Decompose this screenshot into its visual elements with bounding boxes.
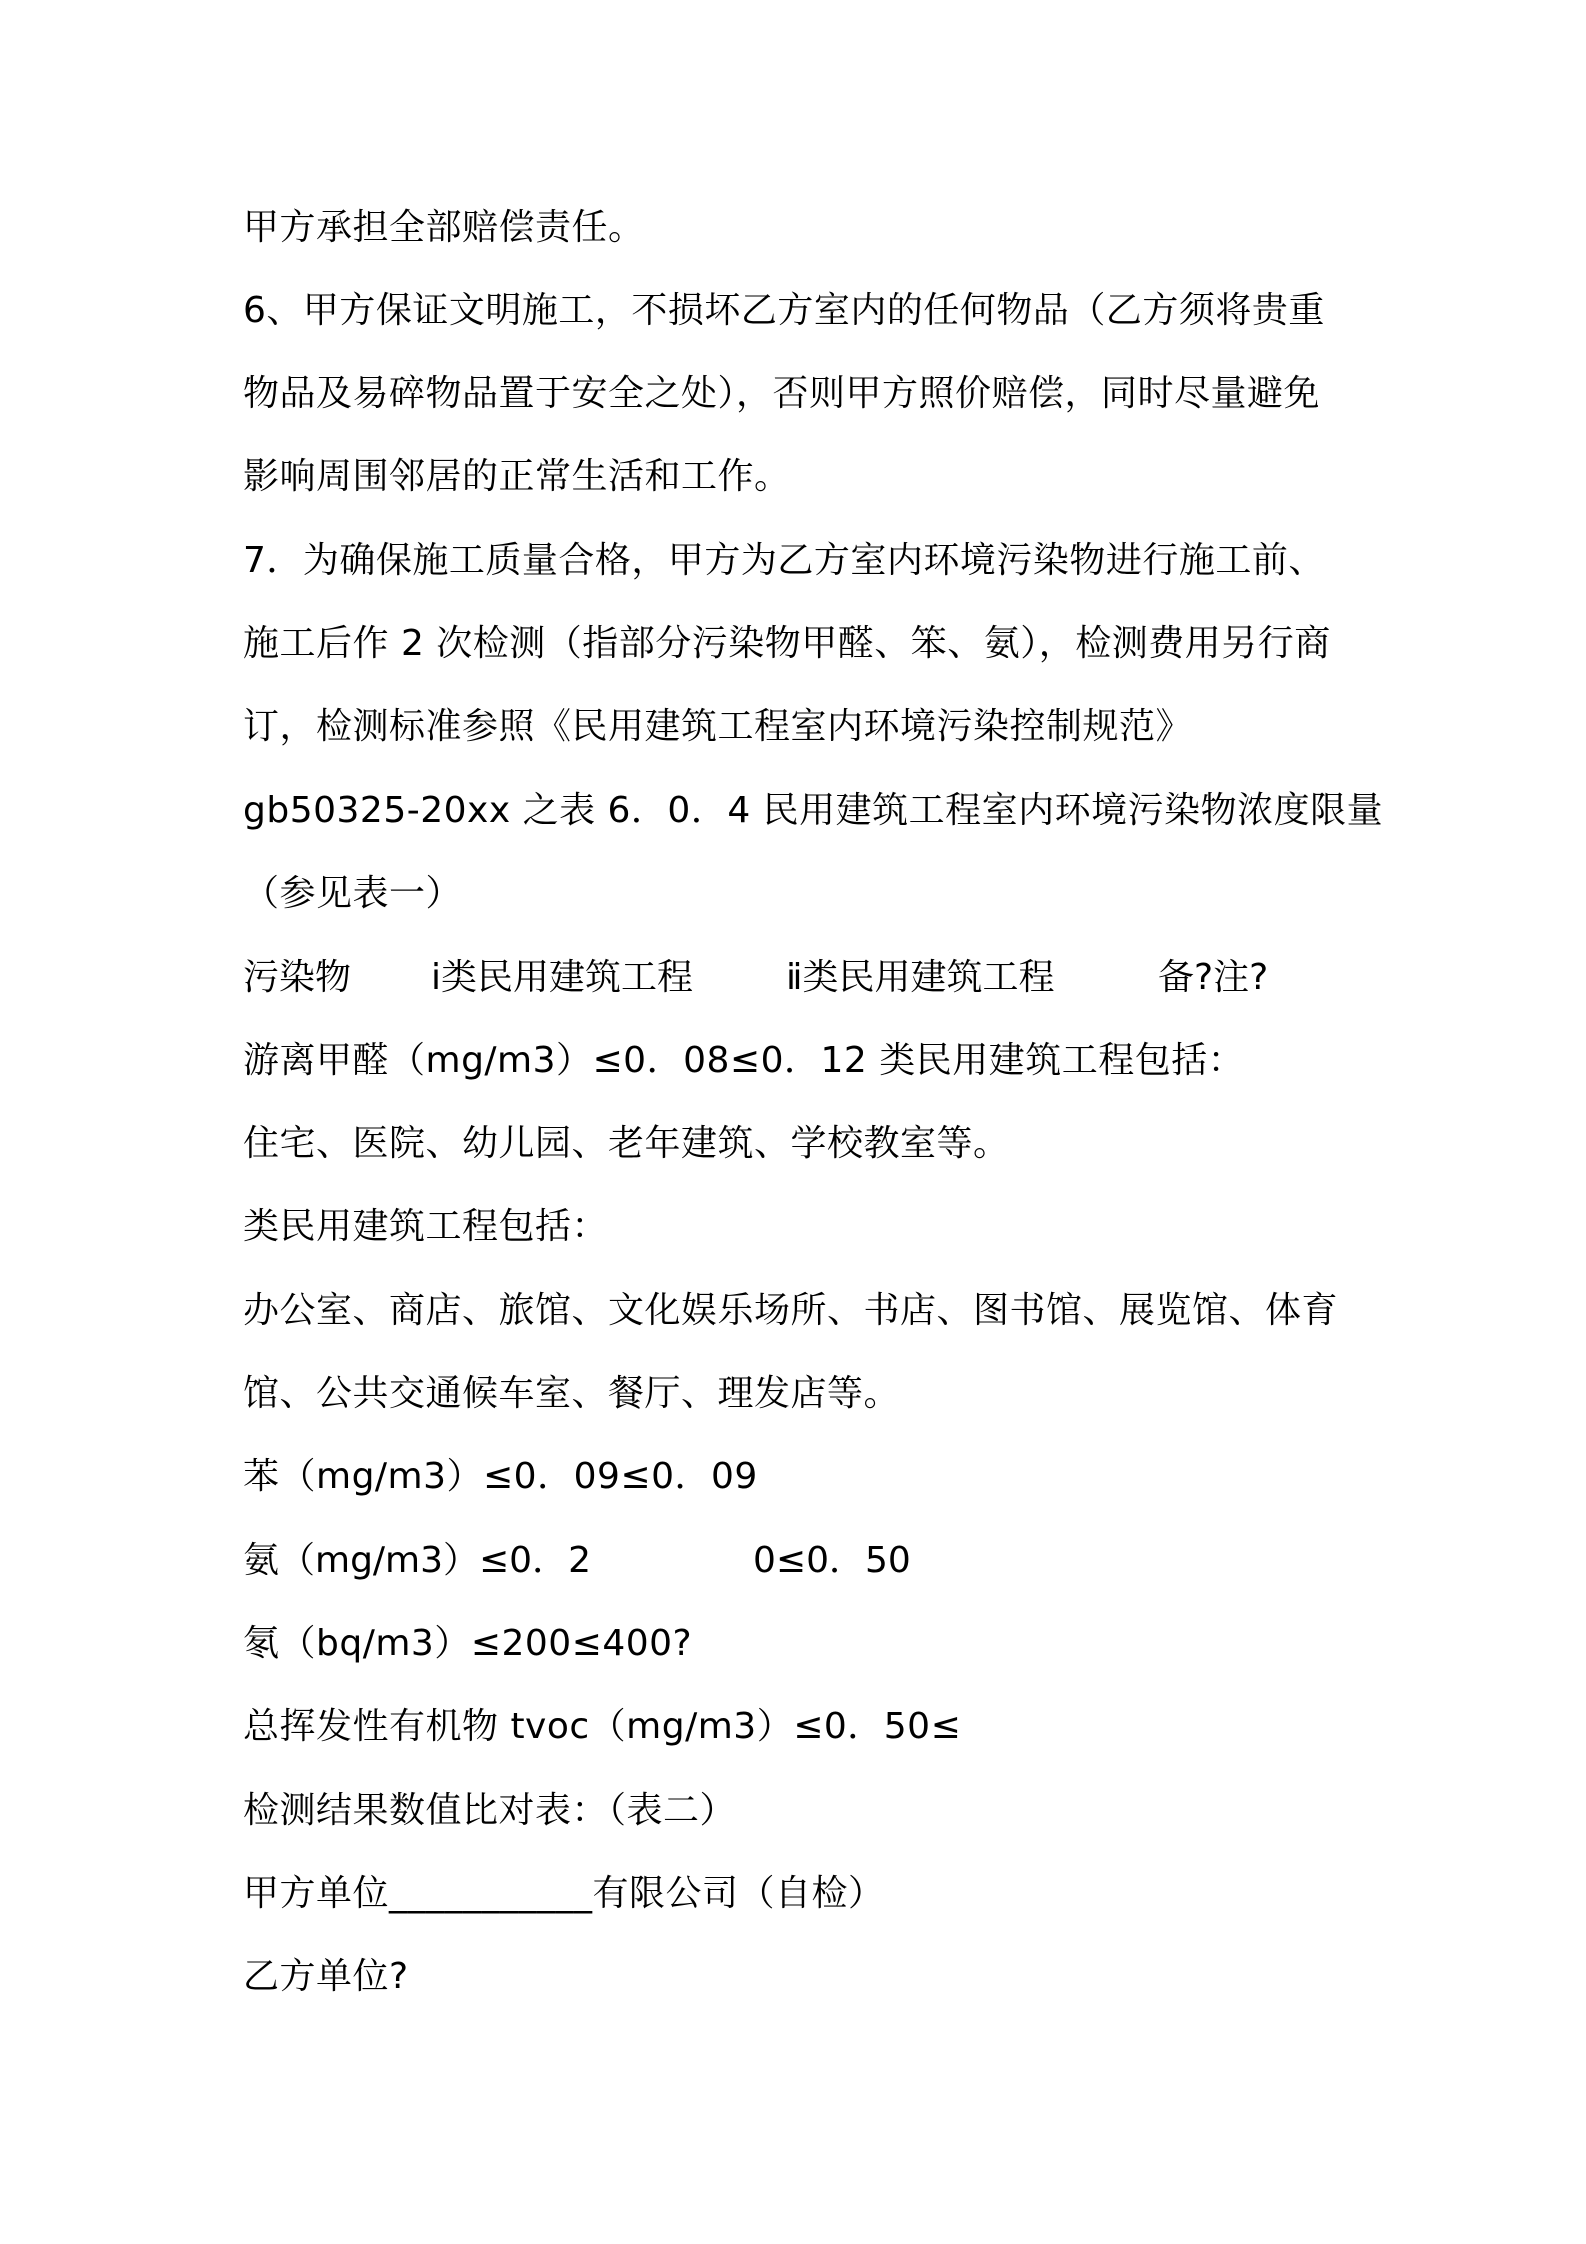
ammonia-limit-ii: 0≤0．50 xyxy=(753,1540,911,1581)
header-remark: 备?注? xyxy=(1158,957,1269,998)
table-row: 住宅、医院、幼儿园、老年建筑、学校教室等。 xyxy=(243,1123,1010,1164)
text-line: gb50325-20xx 之表 6．0．4 民用建筑工程室内环境污染物浓度限量 xyxy=(243,790,1384,831)
table-row: 总挥发性有机物 tvoc（mg/m3）≤0．50≤ xyxy=(243,1706,962,1747)
header-class-i: ⅰ类民用建筑工程 xyxy=(431,957,694,998)
text-line: 7．为确保施工质量合格，甲方为乙方室内环境污染物进行施工前、 xyxy=(243,540,1325,581)
text-line: （参见表一） xyxy=(243,873,463,914)
text-line: 物品及易碎物品置于安全之处），否则甲方照价赔偿，同时尽量避免 xyxy=(243,373,1321,414)
text-line: 甲方承担全部赔偿责任。 xyxy=(243,207,645,248)
table-row: 游离甲醛（mg/m3）≤0．08≤0．12 类民用建筑工程包括： xyxy=(243,1040,1245,1081)
text-line: 6、甲方保证文明施工，不损坏乙方室内的任何物品（乙方须将贵重 xyxy=(243,290,1325,331)
text-line: 检测结果数值比对表：（表二） xyxy=(243,1790,737,1831)
party-b-unit: 乙方单位? xyxy=(243,1956,409,1997)
table-row: 馆、公共交通候车室、餐厅、理发店等。 xyxy=(243,1373,901,1414)
table-row: 办公室、商店、旅馆、文化娱乐场所、书店、图书馆、展览馆、体育 xyxy=(243,1290,1339,1331)
table-row: 类民用建筑工程包括： xyxy=(243,1206,609,1247)
text-line: 影响周围邻居的正常生活和工作。 xyxy=(243,456,791,497)
table-row: 苯（mg/m3）≤0．09≤0．09 xyxy=(243,1456,758,1497)
party-a-unit: 甲方单位___________有限公司（自检） xyxy=(243,1873,885,1914)
text-line: 订，检测标准参照《民用建筑工程室内环境污染控制规范》 xyxy=(243,706,1193,747)
text-line: 施工后作 2 次检测（指部分污染物甲醛、笨、氨），检测费用另行商 xyxy=(243,623,1331,664)
ammonia-limit-i: 氨（mg/m3）≤0．2 xyxy=(243,1540,591,1581)
header-class-ii: ⅱ类民用建筑工程 xyxy=(786,957,1055,998)
header-pollutant: 污染物 xyxy=(243,957,352,998)
table-row: 氡（bq/m3）≤200≤400? xyxy=(243,1623,693,1664)
